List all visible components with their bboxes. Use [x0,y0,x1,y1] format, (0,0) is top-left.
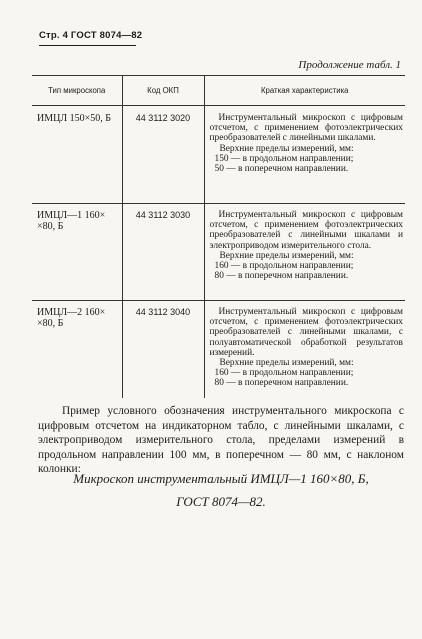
limit-transverse: 80 — в поперечном направлении. [214,271,349,282]
example-designation-standard: ГОСТ 8074—82. [176,494,266,509]
column-header-code: Код ОКП [122,76,204,106]
table-row [32,106,405,204]
description-cell [204,204,405,301]
microscope-type-cont: ×80, Б [37,318,64,329]
column-header-description: Краткая характеристика [204,76,405,106]
microscope-type-cell [32,301,122,399]
limit-transverse: 80 — в поперечном направлении. [214,378,349,389]
description-cell [204,106,405,204]
microscope-type: ИМЦЛ 150×50, Б [37,113,111,124]
limit-longitudinal: 150 — в продольном направлении; [214,153,354,164]
page-header: Стр. 4 ГОСТ 8074—82 [39,30,143,41]
header-underline [39,45,136,46]
description-cell [204,301,405,399]
microscope-type: ИМЦЛ—2 160× [37,307,106,318]
description-text: Инструментальный микроскоп с цифровым отсчетом, с применением фотоэлектрических преобразователей с линейными шкалами. [209,113,403,144]
table-continuation-label: Продолжение табл. 1 [298,59,401,71]
table-header-row [32,76,405,106]
okp-code: 44 3112 3020 [122,106,204,204]
microscope-type: ИМЦЛ—1 160× [37,210,106,221]
description-text: Инструментальный микроскоп с цифровым отсчетом, с применением фотоэлектрических преобразователей с линейными шкалами, с полуавтоматической обработкой результатов измерений. [209,307,403,358]
description-text: Инструментальный микроскоп с цифровым отсчетом, с применением фотоэлектрических преобразователей с линейными шкалами и электроприводом измерительного стола. [209,210,403,251]
limits-label: Верхние пределы измерений, мм: [219,358,354,369]
microscope-type-cell [32,106,122,204]
table-row [32,301,405,399]
example-paragraph: Пример условного обозначения инструментального микроскопа с цифровым отсчетом на индикаторном табло, с линейными шкалами, с электроприводом измерительного стола, пределами измерений в продольном направлении 100 мм, в поперечном — 80 мм, с наклоном колонки: [38,405,404,476]
okp-code: 44 3112 3040 [122,301,204,399]
table-row [32,204,405,301]
limit-longitudinal: 160 — в продольном направлении; [214,261,354,272]
column-header-type: Тип микроскопа [32,76,122,106]
limits-label: Верхние пределы измерений, мм: [219,250,354,261]
limit-transverse: 50 — в поперечном направлении. [214,164,349,175]
limits-label: Верхние пределы измерений, мм: [219,143,354,154]
okp-code: 44 3112 3030 [122,204,204,301]
microscope-table [32,75,405,398]
limit-longitudinal: 160 — в продольном направлении; [214,368,354,379]
microscope-type-cell [32,204,122,301]
microscope-type-cont: ×80, Б [37,221,64,232]
example-designation: Микроскоп инструментальный ИМЦЛ—1 160×80, Б, [73,471,369,486]
